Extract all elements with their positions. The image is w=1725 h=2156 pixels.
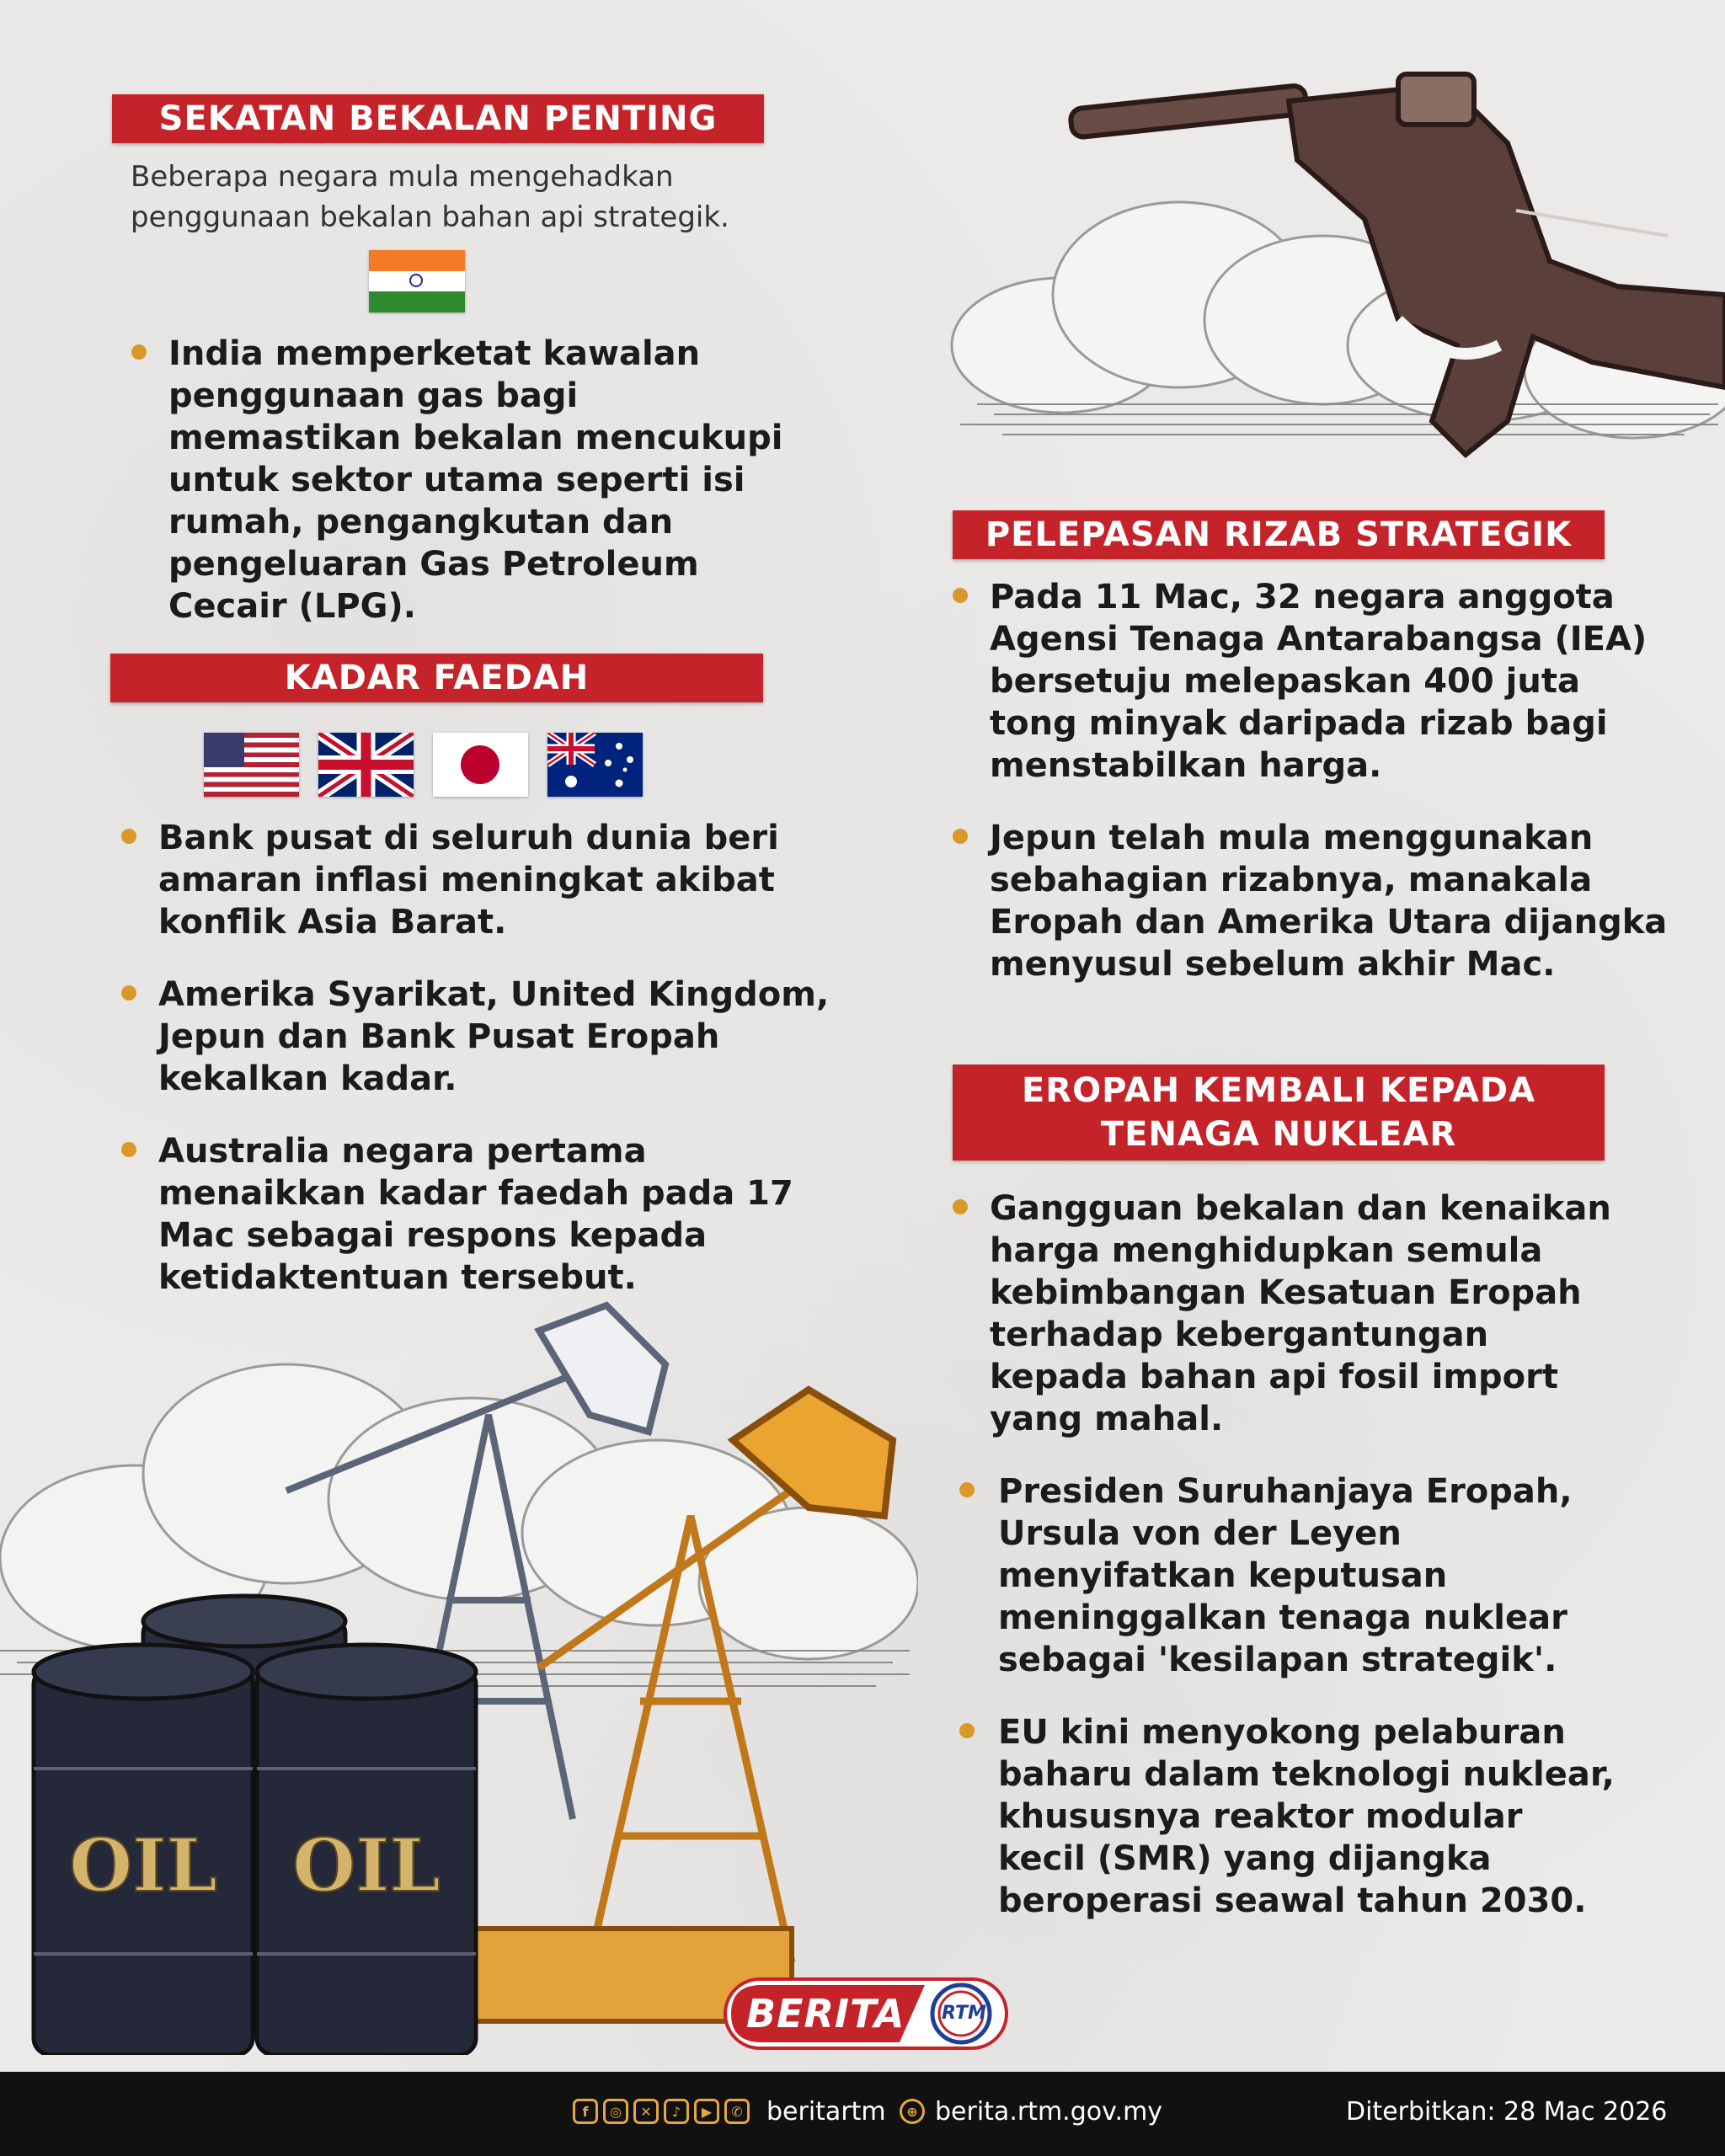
rizab-bullets: [948, 576, 1672, 1016]
section-title-nuklear: [953, 1065, 1605, 1161]
japan-flag-icon: [433, 733, 528, 797]
sekatan-intro: [131, 157, 838, 237]
list-item: [116, 1130, 815, 1299]
sekatan-intro-line1: Beberapa negara mula mengehadkan: [131, 160, 674, 194]
section-title-kadar: KADAR FAEDAH: [110, 654, 763, 702]
section-title-rizab: PELEPASAN RIZAB STRATEGIK: [953, 510, 1605, 559]
fuel-nozzle-illustration: [927, 67, 1725, 488]
sekatan-bullets: [126, 333, 817, 658]
bullet-text: Jepun telah mula menggunakan sebahagian rizabnya, manakala Eropah dan Amerika Utara dijangka menyusul sebelum akhir Mac.: [990, 819, 1668, 984]
list-item: [126, 333, 817, 627]
kadar-bullets: [116, 817, 832, 1329]
tiktok-icon[interactable]: ♪: [664, 2099, 689, 2124]
bullet-text: Australia negara pertama menaikkan kadar faedah pada 17 Mac sebagai respons kepada ketidaktentuan tersebut.: [158, 1132, 793, 1297]
bullet-icon: [959, 1723, 975, 1738]
footer: [0, 2072, 1725, 2156]
bullet-icon: [121, 829, 136, 844]
bullet-text: Presiden Suruhanjaya Eropah, Ursula von der Leyen menyifatkan keputusan meninggalkan tenaga nuklear sebagai 'kesilapan strategik'.: [998, 1472, 1573, 1679]
list-item: [948, 1470, 1621, 1681]
social-handle[interactable]: beritartm: [766, 2097, 886, 2127]
website-link[interactable]: berita.rtm.gov.my: [935, 2097, 1163, 2127]
list-item: [116, 817, 832, 943]
bullet-icon: [953, 1199, 968, 1214]
uk-flag-icon: [318, 733, 414, 797]
bullet-icon: [121, 1142, 136, 1157]
list-item: [948, 576, 1672, 787]
barrel-label-left: OIL: [69, 1823, 217, 1908]
bullet-text: Amerika Syarikat, United Kingdom, Jepun dan Bank Pusat Eropah kekalkan kadar.: [158, 975, 830, 1098]
list-item: [948, 1187, 1621, 1440]
bullet-icon: [121, 985, 136, 1001]
bullet-text: Pada 11 Mac, 32 negara anggota Agensi Tenaga Antarabangsa (IEA) bersetuju melepaskan 400 juta tong minyak daripada rizab bagi menstabilkan harga.: [990, 578, 1648, 785]
india-flag-icon: [369, 250, 465, 312]
bullet-icon: [953, 588, 968, 603]
bullet-icon: [131, 344, 147, 360]
facebook-icon[interactable]: f: [573, 2099, 598, 2124]
bullet-icon: [953, 829, 968, 844]
section-title-nuklear-line1: EROPAH KEMBALI KEPADA: [1021, 1071, 1536, 1110]
x-icon[interactable]: ✕: [633, 2099, 659, 2124]
bullet-text: Gangguan bekalan dan kenaikan harga menghidupkan semula kebimbangan Kesatuan Eropah terhadap kebergantungan kepada bahan api fosil import yang mahal.: [990, 1189, 1611, 1438]
list-item: [948, 1711, 1621, 1922]
globe-icon: ⊕: [900, 2099, 925, 2124]
australia-flag-icon: [547, 733, 643, 797]
list-item: [116, 974, 832, 1100]
section-title-nuklear-line2: TENAGA NUKLEAR: [1100, 1115, 1457, 1154]
youtube-icon[interactable]: ▶: [694, 2099, 719, 2124]
instagram-icon[interactable]: ◎: [603, 2099, 628, 2124]
nuklear-bullets: [948, 1187, 1621, 1952]
logo-text: BERITA: [746, 1991, 905, 2036]
whatsapp-icon[interactable]: ✆: [724, 2099, 750, 2124]
section-title-sekatan: SEKATAN BEKALAN PENTING: [112, 94, 764, 143]
sekatan-intro-line2: penggunaan bekalan bahan api strategik.: [131, 200, 729, 234]
usa-flag-icon: [204, 733, 299, 797]
logo-badge: RTM: [942, 2003, 986, 2024]
bullet-text: EU kini menyokong pelaburan baharu dalam teknologi nuklear, khususnya reaktor modular kecil (SMR) yang dijangka beroperasi seawal tahun 2030.: [998, 1713, 1615, 1920]
published-date: Diterbitkan: 28 Mac 2026: [1346, 2097, 1668, 2127]
bullet-text: India memperketat kawalan penggunaan gas bagi memastikan bekalan mencukupi untuk sektor utama seperti isi rumah, pengangkutan dan pengeluaran Gas Petroleum Cecair (LPG).: [168, 334, 783, 626]
social-icons: [573, 2099, 750, 2124]
bullet-text: Bank pusat di seluruh dunia beri amaran inflasi meningkat akibat konflik Asia Barat.: [158, 819, 779, 942]
barrel-label-right: OIL: [292, 1823, 441, 1908]
list-item: [948, 817, 1672, 985]
bullet-icon: [959, 1482, 975, 1497]
berita-rtm-logo: [723, 1975, 1009, 2052]
oil-industry-illustration: [0, 1297, 918, 2055]
